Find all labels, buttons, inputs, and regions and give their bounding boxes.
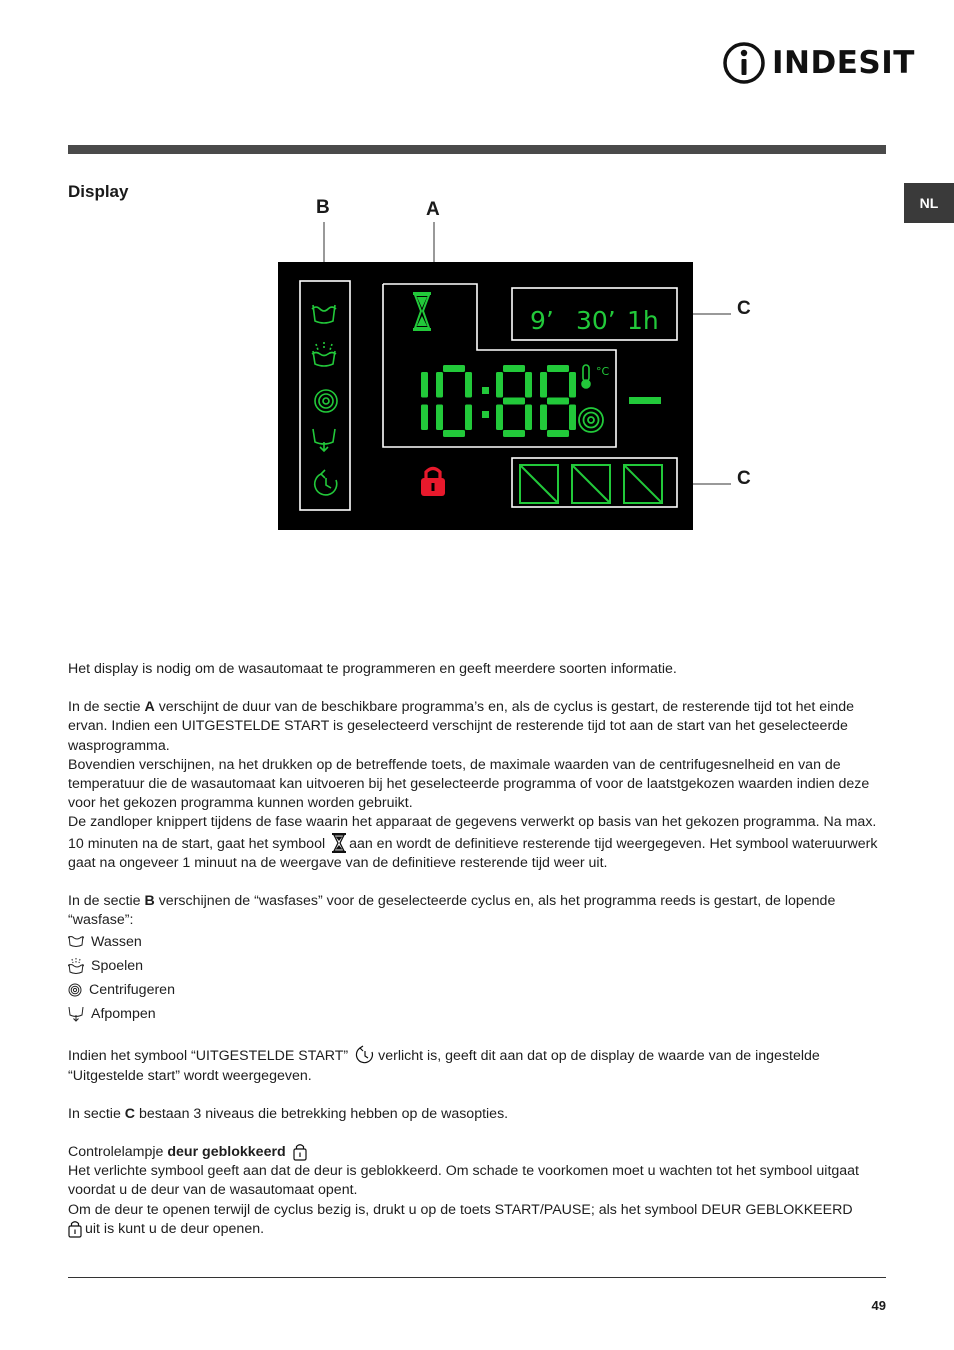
delay-start-icon — [355, 1045, 375, 1065]
option-level-boxes — [520, 465, 662, 503]
hourglass-icon — [332, 833, 346, 853]
time-option-9: 9’ — [530, 306, 554, 335]
segment-c — [421, 405, 428, 431]
segment-a — [503, 365, 525, 372]
phase-spin: Centrifugeren — [68, 978, 888, 1002]
thermometer-icon — [582, 365, 590, 388]
callout-b: B — [316, 197, 330, 218]
option-level-1 — [520, 465, 558, 503]
paragraph-door-open-end: uit is kunt u de deur openen. — [68, 1220, 888, 1239]
segment-c — [569, 405, 576, 431]
segment-g — [503, 398, 525, 405]
segment-e — [540, 405, 547, 431]
callout-c-top: C — [737, 298, 751, 319]
segment-g — [547, 398, 569, 405]
phase-wash: Wassen — [68, 930, 888, 954]
segment-c — [465, 405, 472, 431]
drain-icon — [313, 429, 335, 451]
body-text — [68, 660, 888, 1239]
time-digits-display — [421, 365, 576, 437]
segment-d — [503, 430, 525, 437]
door-lock-icon — [293, 1143, 307, 1161]
option-level-2 — [572, 465, 610, 503]
paragraph-door-open: Om de deur te openen terwijl de cyclus bezig is, drukt u op de toets START/PAUSE; als het symbool DEUR GEBLOKKEERD — [68, 1201, 853, 1218]
phase-rinse: Spoelen — [68, 954, 888, 978]
segment-a — [443, 365, 465, 372]
delay-start-icon — [315, 470, 337, 495]
rinse-icon — [68, 958, 84, 974]
section-b-frame — [300, 281, 350, 510]
rinse-icon — [312, 342, 336, 366]
spin-icon — [68, 983, 82, 997]
language-tab: NL — [904, 183, 954, 223]
spin-level-icon — [579, 408, 603, 432]
spin-icon — [315, 390, 337, 412]
footer-rule — [68, 1277, 886, 1278]
time-option-30: 30’ — [576, 306, 616, 335]
washer-display-diagram — [278, 262, 693, 530]
paragraph-delay-start: Indien het symbool “UITGESTELDE START” verlicht is, geeft dit aan dat op de display de waarde van de ingestelde “Uitgestelde start” wordt weergegeven. — [68, 1045, 888, 1085]
paragraph-section-b: In de sectie B verschijnen de “wasfases” voor de geselecteerde cyclus en, als het programma reeds is gestart, de lopende “wasfase”: — [68, 893, 836, 929]
paragraph-intro: Het display is nodig om de wasautomaat te programmeren en geeft meerdere soorten informatie. — [68, 661, 677, 677]
segment-f — [496, 372, 503, 398]
option-level-3 — [624, 465, 662, 503]
paragraph-section-c: In sectie C bestaan 3 niveaus die betrekking hebben op de wasopties. — [68, 1105, 509, 1122]
brand-name: INDESIT — [772, 45, 915, 81]
time-option-1h: 1h — [627, 306, 659, 335]
temperature-unit: °C — [596, 365, 610, 378]
paragraph-door-lock-info: Het verlichte symbool geeft aan dat de deur is geblokkeerd. Om schade te voorkomen moet u wachten tot het symbool uitgaat voordat u de deur van de wasautomaat opent. — [68, 1163, 859, 1199]
callout-c-bottom: C — [737, 468, 751, 489]
colon-dot — [482, 411, 489, 418]
segment-b — [421, 372, 428, 398]
segment-d — [547, 430, 569, 437]
paragraph-hourglass: De zandloper knippert tijdens de fase waarin het apparaat de gegevens verwerkt op basis van het gekozen programma. Na max. 10 minuten na de start, gaat het symbool aan en wordt de definitieve resterende tijd weergegeven. Het symbool wateruurwerk gaat na ongeveer 1 minuut na de weergave van de definitieve resterende tijd weer uit. — [68, 814, 878, 871]
segment-d — [443, 430, 465, 437]
wash-icon — [312, 305, 336, 323]
paragraph-door-lock-title: Controlelampje deur geblokkeerd — [68, 1143, 888, 1162]
segment-f — [436, 372, 443, 398]
paragraph-max-values: Bovendien verschijnen, na het drukken op de betreffende toets, de maximale waarden van de centrifugesnelheid en van de temperatuur die de wasautomaat kan uitvoeren bij het geselecteerde programma of voor de laatstgekozen waarden indien deze voor het gekozen programma kunnen worden gebruikt. — [68, 756, 870, 812]
segment-b — [569, 372, 576, 398]
segment-b — [465, 372, 472, 398]
phase-drain: Afpompen — [68, 1002, 888, 1026]
wash-icon — [68, 936, 84, 948]
segment-c — [525, 405, 532, 431]
colon-dot — [482, 387, 489, 394]
door-lock-icon — [421, 469, 445, 497]
paragraph-section-a: In de sectie A verschijnt de duur van de beschikbare programma’s en, als de cyclus is gestart, de resterende tijd tot het einde ervan. Indien een UITGESTELDE START is geselecteerd verschijnt de resterende tijd tot aan de start van het geselecteerde wasprogramma. — [68, 699, 855, 754]
hourglass-icon — [413, 292, 431, 331]
page-number: 49 — [871, 1298, 886, 1313]
status-dash-segment — [629, 397, 661, 404]
section-title: Display — [68, 182, 129, 201]
segment-e — [496, 405, 503, 431]
segment-b — [525, 372, 532, 398]
callout-a: A — [426, 199, 440, 220]
drain-icon — [68, 1006, 84, 1022]
segment-e — [436, 405, 443, 431]
segment-f — [540, 372, 547, 398]
segment-a — [547, 365, 569, 372]
door-lock-icon — [68, 1220, 82, 1238]
